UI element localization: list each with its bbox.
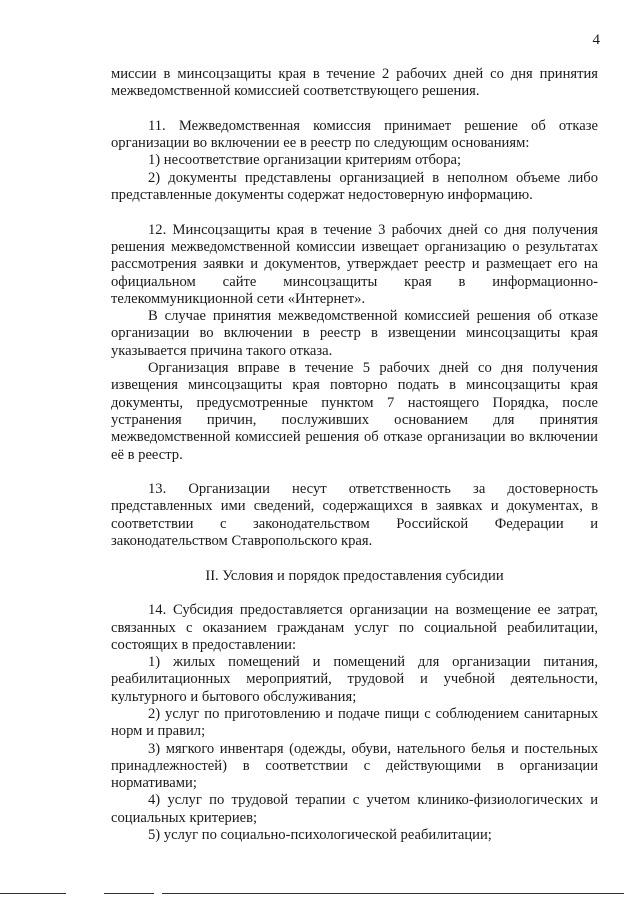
footer-rule-mid	[104, 893, 154, 894]
document-body	[111, 66, 598, 844]
paragraph: 11. Межведомственная комиссия принимает решение об отказе организации во включении ее в реестр по следующим основаниям:	[111, 117, 598, 152]
paragraph: 14. Субсидия предоставляется организации на возмещение ее затрат, связанных с оказанием гражданам услуг по социальной реабилитации, состоящих в предоставлении:	[111, 602, 598, 653]
footer-rule-right	[162, 893, 624, 894]
paragraph: 13. Организации несут ответственность за достоверность представленных ими сведений, содержащихся в заявках и документах, в соответствии с законодательством Российской Федерации и законодательством Ставропольского края.	[111, 481, 598, 550]
page-number: 4	[592, 32, 600, 48]
paragraph: В случае принятия межведомственной комиссией решения об отказе организации во включении в реестр в извещении минсоцзащиты края указывается причина такого отказа.	[111, 308, 598, 359]
paragraph: 3) мягкого инвентаря (одежды, обуви, нательного белья и постельных принадлежностей) в соответствии с действующими в организации нормативами;	[111, 740, 598, 792]
footer-rule-left	[0, 893, 66, 894]
paragraph: 4) услуг по трудовой терапии с учетом клинико-физиологических и социальных критериев;	[111, 792, 598, 826]
paragraph: 1) жилых помещений и помещений для организации питания, реабилитационных мероприятий, трудовой и учебной деятельности, культурного и бытового обслуживания;	[111, 654, 598, 705]
section-heading: II. Условия и порядок предоставления субсидии	[205, 567, 504, 584]
paragraph: 12. Минсоцзащиты края в течение 3 рабочих дней со дня получения решения межведомственной комиссии извещает организацию о результатах рассмотрения заявки и документов, утверждает реестр и размещает его на официальном сайте минсоцзащиты края в информационно-телекоммуникционной сети «Интернет».	[111, 221, 598, 307]
paragraph: миссии в минсоцзащиты края в течение 2 рабочих дней со дня принятия межведомственной комиссией соответствующего решения.	[111, 66, 598, 100]
paragraph: 2) документы представлены организацией в неполном объеме либо представленные документы содержат недостоверную информацию.	[111, 169, 598, 204]
paragraph: 2) услуг по приготовлению и подаче пищи с соблюдением санитарных норм и правил;	[111, 705, 598, 740]
paragraph: 5) услуг по социально-психологической реабилитации;	[148, 827, 492, 844]
paragraph: 1) несоответствие организации критериям отбора;	[148, 152, 462, 169]
paragraph: Организация вправе в течение 5 рабочих дней со дня получения извещения минсоцзащиты края повторно подать в минсоцзащиты края документы, предусмотренные пунктом 7 настоящего Порядка, после устранения причин, послуживших основанием для принятия межведомственной комиссией решения об отказе организации во включении её в реестр.	[111, 360, 598, 463]
